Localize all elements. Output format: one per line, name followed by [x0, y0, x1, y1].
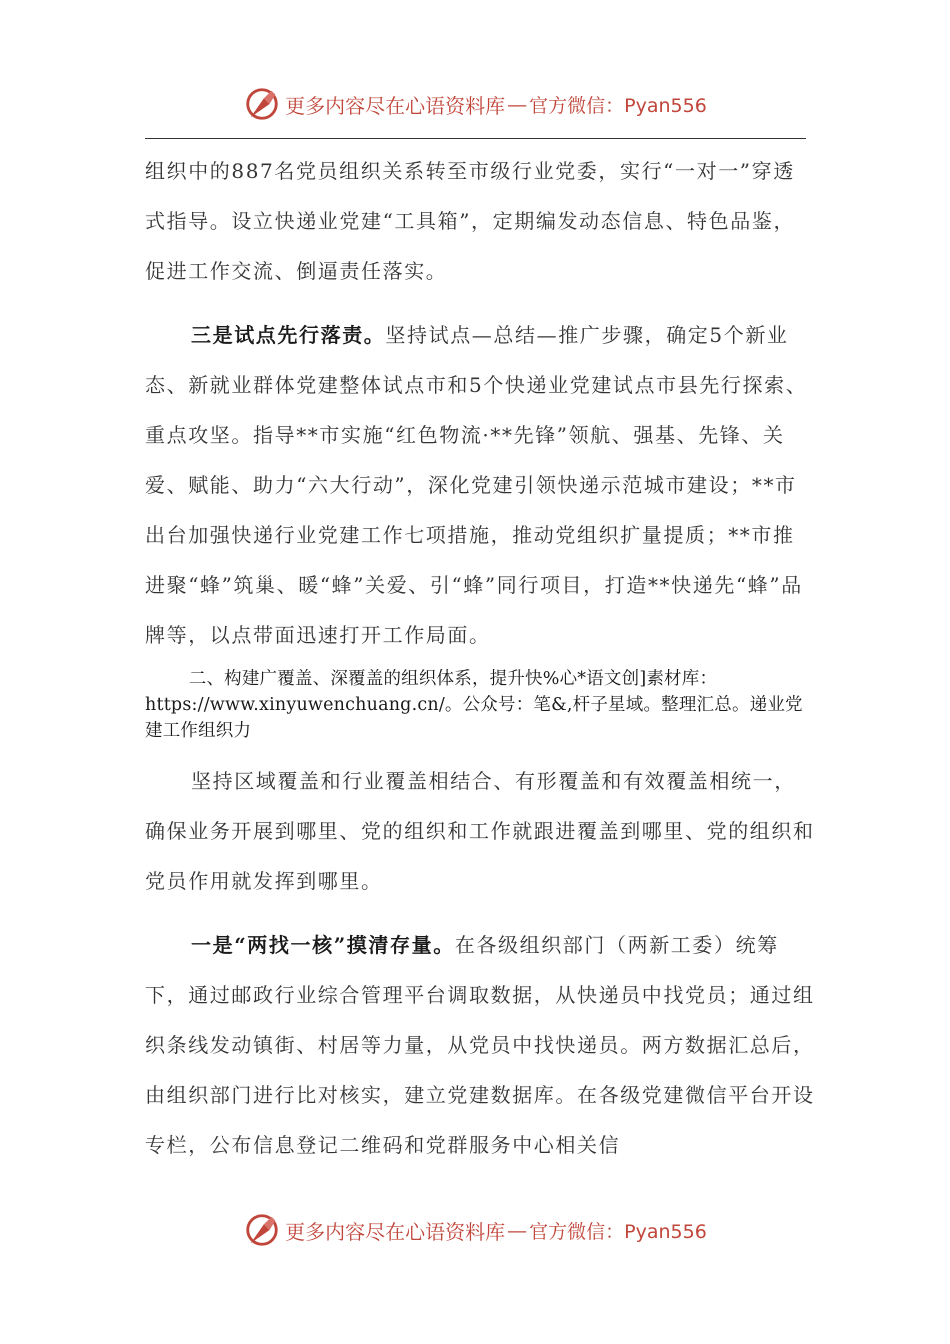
pen-nib-logo-icon — [243, 85, 281, 123]
two-find-lead: 一是“两找一核”摸清存量。 — [191, 933, 455, 957]
paragraph-pilot — [145, 310, 815, 660]
footer-banner-main: 更多内容尽在心语资料库 — [285, 1219, 506, 1244]
document-body — [145, 146, 815, 1170]
pilot-lead: 三是试点先行落责。 — [191, 323, 386, 347]
paragraph-continuation: 组织中的887名党员组织关系转至市级行业党委，实行“一对一”穿透式指导。设立快递业党建“工具箱”，定期编发动态信息、特色品鉴，促进工作交流、倒逼责任落实。 — [145, 159, 796, 283]
footer-banner-separator: — — [507, 1218, 528, 1242]
header-banner-contact: 官方微信：Pyan556 — [529, 94, 707, 117]
footer-banner-contact: 官方微信：Pyan556 — [529, 1220, 707, 1243]
section-heading-2: 二、构建广覆盖、深覆盖的组织体系，提升快%心*语文创]素材库：https://www.xinyuwenchuang.cn/。公众号：笔&,杆子星域。整理汇总。递业党建工作组织力 — [145, 669, 803, 741]
header-banner-separator: — — [507, 92, 528, 116]
header-divider — [145, 138, 806, 139]
pilot-text: 坚持试点—总结—推广步骤，确定5个新业态、新就业群体党建整体试点市和5个快递业党建试点市县先行探索、重点攻坚。指导**市实施“红色物流·**先锋”领航、强基、先锋、关爱、赋能、助力“六大行动”，深化党建引领快递示范城市建设；**市出台加强快递行业党建工作七项措施，推动党组织扩量提质；**市推进聚“蜂”筑巢、暖“蜂”关爱、引“蜂”同行项目，打造**快递先“蜂”品牌等，以点带面迅速打开工作局面。 — [145, 323, 808, 647]
paragraph-coverage: 坚持区域覆盖和行业覆盖相结合、有形覆盖和有效覆盖相统一，确保业务开展到哪里、党的组织和工作就跟进覆盖到哪里、党的组织和党员作用就发挥到哪里。 — [145, 769, 815, 893]
pen-nib-logo-icon — [243, 1211, 281, 1249]
footer-banner — [0, 1210, 950, 1250]
paragraph-two-find — [145, 920, 815, 1170]
two-find-text: 在各级组织部门（两新工委）统筹下，通过邮政行业综合管理平台调取数据，从快递员中找党员；通过组织条线发动镇街、村居等力量，从党员中找快递员。两方数据汇总后，由组织部门进行比对核实，建立党建数据库。在各级党建微信平台开设专栏，公布信息登记二维码和党群服务中心相关信 — [145, 933, 815, 1157]
header-banner-main: 更多内容尽在心语资料库 — [285, 93, 506, 118]
header-banner — [0, 84, 950, 124]
